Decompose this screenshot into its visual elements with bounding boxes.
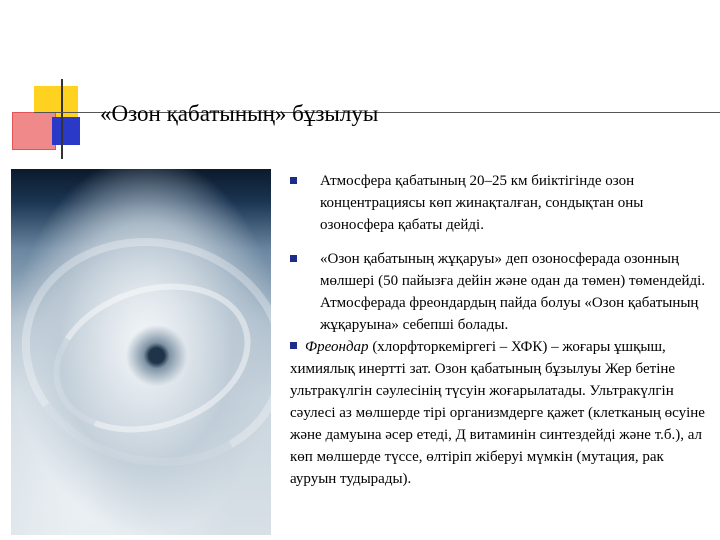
bullet-square-icon (290, 177, 297, 184)
bullet-item-1 (290, 170, 710, 236)
hurricane-photo (11, 169, 271, 535)
bullet-item-3 (290, 336, 710, 490)
decor-vertical-line (61, 79, 63, 159)
slide-title: «Озон қабатының» бұзылуы (100, 101, 379, 126)
bullet-text: Атмосфера қабатының 20–25 км биіктігінде озон концентрациясы көп жинақталған, сондықтан оны озоносфера қабаты дейді. (320, 173, 644, 233)
bullet-item-2 (290, 248, 710, 336)
bullet-square-icon (290, 342, 297, 349)
bullet-square-icon (290, 255, 297, 262)
decor-blue-square (52, 117, 80, 145)
bullet-text: (хлорфторкеміргегі – ХФК) – жоғары ұшқыш, химиялық инертті зат. Озон қабатының бұзылуы Жер бетіне ультракүлгін сәулесінің түсуін жоғарылатады. Ультракүлгін сәулесі аз мөлшерде тірі организмдерге қажет (клетканың өсуіне және дамуына әсер етеді, Д витаминін синтездейді және т.б.), ал көп мөлшерде түссе, өлтіріп жіберуі мүмкін (мутация, рак ауруын тудырады). (290, 339, 705, 487)
decor-red-square (12, 112, 56, 150)
bullet-text: «Озон қабатының жұқаруы» деп озоносферада озонның мөлшері (50 пайызға дейін және одан да төмен) төмендейді. Атмосферада фреондардың пайда болуы «Озон қабатының жұқаруына» себепші болады. (320, 251, 706, 333)
slide-body (290, 170, 710, 490)
bullet-term: Фреондар (305, 339, 369, 355)
